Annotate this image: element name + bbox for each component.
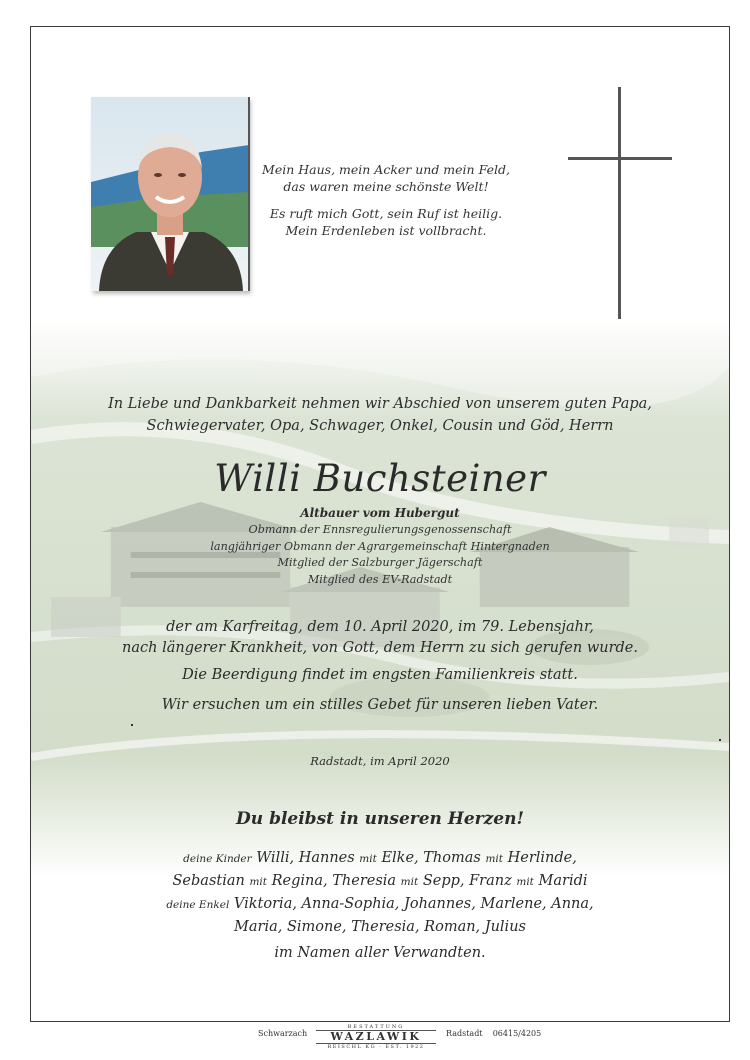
role-line: Mitglied der Salzburger Jägerschaft (277, 556, 483, 569)
children-names: Regina, Theresia (271, 873, 397, 889)
deceased-name: Willi Buchsteiner (214, 457, 546, 500)
cross-icon-bar (568, 157, 672, 160)
intro-line: Schwiegervater, Opa, Schwager, Onkel, Cousin und Göd, Herrn (146, 418, 614, 434)
logo-bottom-text: REISCHL KG · EST. 1922 (327, 1044, 425, 1050)
role-line: Obmann der Ennsregulierungsgenossenschaft (248, 523, 512, 536)
footer-phone: 06415/4205 (492, 1029, 542, 1038)
cross-icon (618, 87, 621, 319)
mit-word: mit (359, 853, 377, 865)
family-line (31, 870, 729, 893)
verse-line: Mein Erdenleben ist vollbracht. (285, 223, 487, 238)
ink-speck (131, 724, 133, 726)
footer-location-left: Schwarzach (258, 1029, 308, 1038)
place-date: Radstadt, im April 2020 (310, 754, 450, 768)
undertaker-logo (316, 1024, 436, 1050)
family-line (31, 847, 729, 870)
intro-line: In Liebe und Dankbarkeit nehmen wir Abschied von unserem guten Papa, (108, 396, 652, 412)
footer-location-right (446, 1029, 541, 1038)
children-names: Sebastian (172, 873, 245, 889)
verse-line: das waren meine schönste Welt! (283, 179, 489, 194)
prayer-request: Wir ersuchen um ein stilles Gebet für unseren lieben Vater. (161, 697, 599, 713)
portrait-photo (91, 97, 249, 291)
children-names: Willi, Hannes (256, 850, 355, 866)
mit-word: mit (249, 876, 267, 888)
role-line: Mitglied des EV-Radstadt (307, 572, 453, 586)
undertaker-footer (0, 1024, 750, 1058)
intro-text (31, 393, 729, 437)
deceased-roles (31, 522, 729, 588)
family-list (31, 847, 729, 938)
burial-notice: Die Beerdigung findet im engsten Familienkreis statt. (182, 667, 578, 683)
parte-card (30, 26, 730, 1022)
grandchildren-label: deine Enkel (166, 899, 230, 911)
verse-stanza-2 (251, 205, 521, 239)
closing-line: im Namen aller Verwandten. (274, 945, 486, 961)
verse-line: Es ruft mich Gott, sein Ruf ist heilig. (269, 206, 503, 221)
logo-main-text: WAZLAWIK (316, 1030, 436, 1044)
death-line: nach längerer Krankheit, von Gott, dem Herrn zu sich gerufen wurde. (122, 640, 638, 656)
family-line: Maria, Simone, Theresia, Roman, Julius (234, 919, 526, 935)
death-notice (31, 617, 729, 659)
deceased-subtitle: Altbauer vom Hubergut (300, 506, 460, 520)
verse-stanza-1 (251, 161, 521, 195)
logo-top-text: BESTATTUNG (347, 1024, 405, 1030)
photo-divider-line (248, 97, 250, 291)
children-names: Maridi (538, 873, 588, 889)
footer-right-place: Radstadt (446, 1029, 483, 1038)
grandchildren-names: Viktoria, Anna-Sophia, Johannes, Marlene, Anna, (233, 896, 594, 912)
mit-word: mit (400, 876, 419, 888)
family-line (31, 893, 729, 916)
death-line: der am Karfreitag, dem 10. April 2020, im 79. Lebensjahr, (166, 619, 594, 635)
role-line: langjähriger Obmann der Agrargemeinschaft Hintergnaden (210, 539, 550, 553)
children-names: Elke, Thomas (381, 850, 481, 866)
verse-line: Mein Haus, mein Acker und mein Feld, (262, 162, 510, 177)
mit-word: mit (485, 853, 503, 865)
motto: Du bleibst in unseren Herzen! (236, 809, 524, 829)
children-names: Herlinde, (507, 850, 577, 866)
mit-word: mit (516, 876, 534, 888)
ink-speck (719, 739, 721, 741)
children-names: Sepp, Franz (422, 873, 512, 889)
children-label: deine Kinder (183, 853, 252, 865)
